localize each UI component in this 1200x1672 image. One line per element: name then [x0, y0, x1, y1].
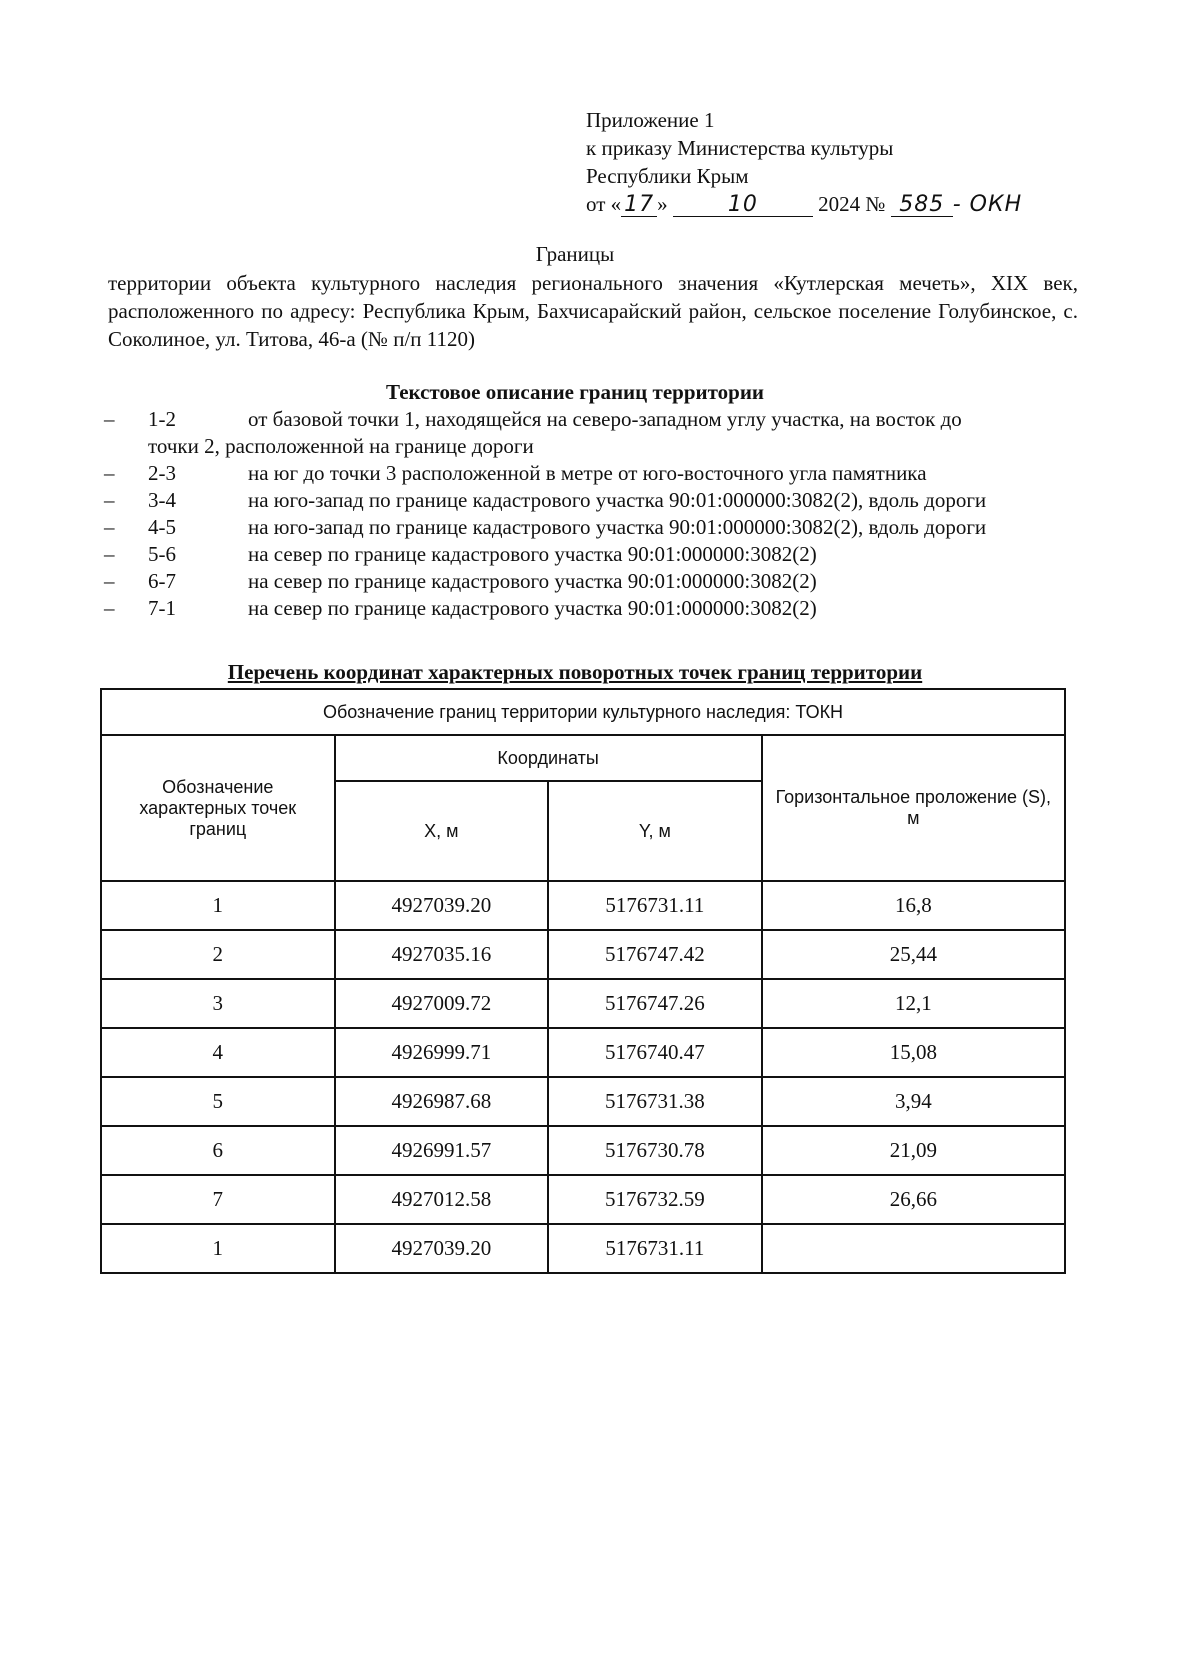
- segment-text: на север по границе кадастрового участка 90:01:000000:3082(2): [248, 596, 817, 620]
- segment-text: на север по границе кадастрового участка 90:01:000000:3082(2): [248, 569, 817, 593]
- cell-x: 4926987.68: [335, 1077, 549, 1126]
- cell-y: 5176747.42: [548, 930, 762, 979]
- order-date-line: [586, 190, 1022, 219]
- cell-s: 15,08: [762, 1028, 1065, 1077]
- cell-point: 3: [101, 979, 335, 1028]
- cell-y: 5176730.78: [548, 1126, 762, 1175]
- table-caption: Обозначение границ территории культурного наследия: ТОКН: [101, 689, 1065, 735]
- segment-text: на юго-запад по границе кадастрового участка 90:01:000000:3082(2), вдоль дороги: [248, 515, 987, 539]
- coordinates-table: [100, 688, 1066, 1274]
- cell-point: 6: [101, 1126, 335, 1175]
- cell-x: 4927009.72: [335, 979, 549, 1028]
- table-row: [101, 1175, 1065, 1224]
- description-item: [104, 460, 1104, 487]
- description-item: [104, 568, 1104, 595]
- cell-s: 26,66: [762, 1175, 1065, 1224]
- coordinates-table-heading: Перечень координат характерных поворотных точек границ территории: [227, 660, 923, 684]
- description-item: [104, 541, 1104, 568]
- date-mid: »: [657, 192, 668, 216]
- header-x: X, м: [335, 781, 549, 881]
- dash-marker: –: [104, 542, 115, 566]
- table-header-row: [101, 735, 1065, 781]
- cell-point: 2: [101, 930, 335, 979]
- segment-code: 2-3: [148, 461, 176, 485]
- cell-x: 4927039.20: [335, 881, 549, 930]
- header-point: Обозначение характерных точек границ: [101, 735, 335, 881]
- segment-code: 3-4: [148, 488, 176, 512]
- cell-y: 5176731.38: [548, 1077, 762, 1126]
- cell-point: 1: [101, 881, 335, 930]
- cell-x: 4926999.71: [335, 1028, 549, 1077]
- cell-x: 4927035.16: [335, 930, 549, 979]
- segment-code: 5-6: [148, 542, 176, 566]
- cell-y: 5176732.59: [548, 1175, 762, 1224]
- table-row: [101, 1126, 1065, 1175]
- header-coordinates: Координаты: [335, 735, 762, 781]
- date-prefix: от «: [586, 192, 622, 216]
- table-row: [101, 979, 1065, 1028]
- document-title: Границы: [535, 242, 615, 266]
- segment-code: 7-1: [148, 596, 176, 620]
- appendix-line-1: Приложение 1: [586, 108, 715, 132]
- cell-y: 5176747.26: [548, 979, 762, 1028]
- table-row: [101, 881, 1065, 930]
- cell-x: 4926991.57: [335, 1126, 549, 1175]
- appendix-block: [586, 106, 1022, 219]
- cell-y: 5176731.11: [548, 1224, 762, 1273]
- description-item: [104, 487, 1104, 514]
- handwritten-order-number: 585: [891, 194, 953, 217]
- segment-code: 4-5: [148, 515, 176, 539]
- segment-code: 1-2: [148, 407, 176, 431]
- dash-marker: –: [104, 488, 115, 512]
- cell-point: 1: [101, 1224, 335, 1273]
- segment-text: на север по границе кадастрового участка 90:01:000000:3082(2): [248, 542, 817, 566]
- table-row: [101, 1224, 1065, 1273]
- description-heading: Текстовое описание границ территории: [385, 380, 765, 404]
- cell-s: [762, 1224, 1065, 1273]
- cell-x: 4927012.58: [335, 1175, 549, 1224]
- dash-marker: –: [104, 407, 115, 431]
- description-list: [104, 406, 1104, 622]
- cell-point: 7: [101, 1175, 335, 1224]
- cell-s: 25,44: [762, 930, 1065, 979]
- table-row: [101, 1028, 1065, 1077]
- segment-code: 6-7: [148, 569, 176, 593]
- year-and-number-label: 2024 №: [818, 192, 886, 216]
- segment-text-continuation: точки 2, расположенной на границе дороги: [148, 434, 534, 458]
- document-subtitle: территории объекта культурного наследия регионального значения «Кутлерская мечеть», XIX век, расположенного по адресу: Республика Крым, Бахчисарайский район, сельское поселение Голубинское, с. Соколиное, ул. Титова, 46-а (№ п/п 1120): [108, 271, 1078, 351]
- cell-s: 3,94: [762, 1077, 1065, 1126]
- description-item: [104, 514, 1104, 541]
- cell-point: 5: [101, 1077, 335, 1126]
- cell-y: 5176731.11: [548, 881, 762, 930]
- table-row: [101, 1077, 1065, 1126]
- cell-y: 5176740.47: [548, 1028, 762, 1077]
- handwritten-order-suffix: - ОКН: [952, 192, 1023, 217]
- segment-text: от базовой точки 1, находящейся на северо-западном углу участка, на восток до: [248, 407, 962, 431]
- cell-s: 21,09: [762, 1126, 1065, 1175]
- cell-x: 4927039.20: [335, 1224, 549, 1273]
- cell-s: 16,8: [762, 881, 1065, 930]
- dash-marker: –: [104, 596, 115, 620]
- table-caption-row: [101, 689, 1065, 735]
- header-horizontal-distance: Горизонтальное проложение (S), м: [762, 735, 1065, 881]
- dash-marker: –: [104, 569, 115, 593]
- segment-text: на юг до точки 3 расположенной в метре от юго-восточного угла памятника: [248, 461, 927, 485]
- handwritten-day: 17: [621, 194, 657, 217]
- cell-point: 4: [101, 1028, 335, 1077]
- appendix-line-3: Республики Крым: [586, 164, 749, 188]
- appendix-line-2: к приказу Министерства культуры: [586, 136, 894, 160]
- header-y: Y, м: [548, 781, 762, 881]
- dash-marker: –: [104, 461, 115, 485]
- table-row: [101, 930, 1065, 979]
- handwritten-month: 10: [673, 194, 813, 217]
- cell-s: 12,1: [762, 979, 1065, 1028]
- segment-text: на юго-запад по границе кадастрового участка 90:01:000000:3082(2), вдоль дороги: [248, 488, 987, 512]
- description-item: [104, 595, 1104, 622]
- description-item: [104, 406, 1104, 460]
- dash-marker: –: [104, 515, 115, 539]
